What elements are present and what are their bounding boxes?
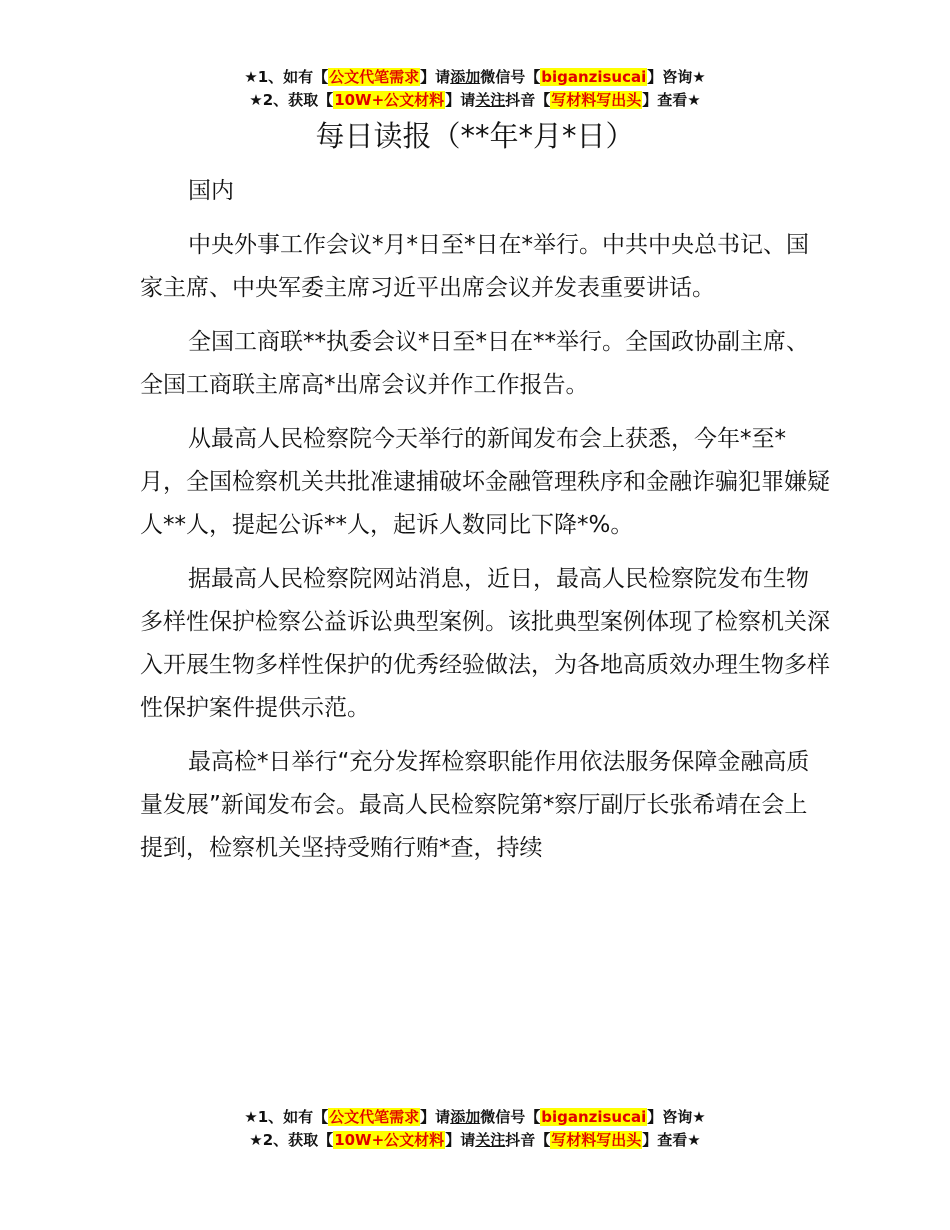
banner-text: 】请 [420, 68, 451, 86]
douyin-name-highlight: 写材料写出头 [551, 91, 642, 109]
banner-text: 】咨询★ [647, 1108, 706, 1126]
banner-text: 】咨询★ [647, 68, 706, 86]
paragraph: 据最高人民检察院网站消息，近日，最高人民检察院发布生物多样性保护检察公益诉讼典型案例。该批典型案例体现了检察机关深入开展生物多样性保护的优秀经验做法，为各地高质效办理生物多样性保护案件提供示范。 [140, 566, 830, 721]
banner-text: 】请 [445, 1131, 476, 1149]
banner-text: ★2、获取【 [249, 91, 334, 109]
service-highlight: 公文代笔需求 [329, 68, 420, 86]
banner-line-1 [0, 1106, 950, 1129]
banner-line-2 [0, 1129, 950, 1152]
follow-word: 关注 [475, 1131, 506, 1149]
banner-text: 微信号【 [480, 68, 541, 86]
follow-word: 关注 [475, 91, 506, 109]
top-banner [0, 66, 950, 112]
material-highlight: 10W+公文材料 [334, 91, 445, 109]
wechat-id-highlight: biganzisucai [541, 1108, 647, 1126]
banner-text: 】查看★ [642, 91, 701, 109]
banner-text: 抖音【 [505, 1131, 551, 1149]
add-word: 添加 [450, 1108, 481, 1126]
paragraph: 从最高人民检察院今天举行的新闻发布会上获悉，今年*至*月，全国检察机关共批准逮捕破坏金融管理秩序和金融诈骗犯罪嫌疑人**人，提起公诉**人，起诉人数同比下降*%。 [140, 426, 830, 538]
douyin-name-highlight: 写材料写出头 [551, 1131, 642, 1149]
banner-text: 抖音【 [505, 91, 551, 109]
page-title: 每日读报（**年*月*日） [315, 119, 635, 153]
banner-text: ★1、如有【 [244, 1108, 329, 1126]
wechat-id-highlight: biganzisucai [541, 68, 647, 86]
banner-text: 】请 [445, 91, 476, 109]
bottom-banner [0, 1106, 950, 1152]
add-word: 添加 [450, 68, 481, 86]
banner-text: 微信号【 [480, 1108, 541, 1126]
material-highlight: 10W+公文材料 [334, 1131, 445, 1149]
banner-line-2 [0, 89, 950, 112]
paragraph: 全国工商联**执委会议*日至*日在**举行。全国政协副主席、全国工商联主席高*出席会议并作工作报告。 [140, 329, 809, 398]
document-body [140, 170, 830, 881]
paragraph: 最高检*日举行“充分发挥检察职能作用依法服务保障金融高质量发展”新闻发布会。最高人民检察院第*察厅副厅长张希靖在会上提到，检察机关坚持受贿行贿*查，持续 [140, 749, 810, 861]
paragraph: 中央外事工作会议*月*日至*日在*举行。中共中央总书记、国家主席、中央军委主席习近平出席会议并发表重要讲话。 [140, 232, 809, 301]
section-heading: 国内 [188, 178, 234, 204]
banner-text: 】查看★ [642, 1131, 701, 1149]
banner-text: ★1、如有【 [244, 68, 329, 86]
service-highlight: 公文代笔需求 [329, 1108, 420, 1126]
banner-line-1 [0, 66, 950, 89]
banner-text: 】请 [420, 1108, 451, 1126]
banner-text: ★2、获取【 [249, 1131, 334, 1149]
